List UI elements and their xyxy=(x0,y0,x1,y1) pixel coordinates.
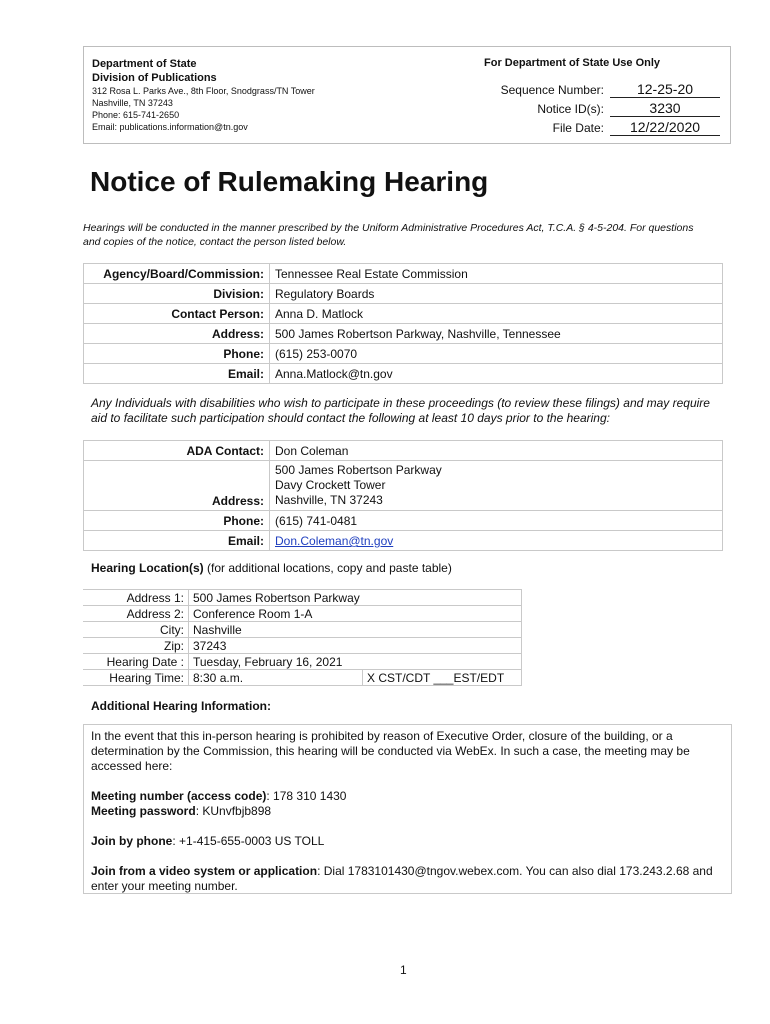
ada-address-line: Nashville, TN 37243 xyxy=(275,493,383,507)
address2-label: Address 2: xyxy=(83,606,189,622)
contact-person-value: Anna D. Matlock xyxy=(270,304,723,324)
ada-phone-value: (615) 741-0481 xyxy=(270,511,723,531)
email-value: Anna.Matlock@tn.gov xyxy=(270,364,723,384)
table-row xyxy=(84,364,723,384)
table-row xyxy=(84,511,723,531)
table-row xyxy=(83,622,522,638)
hearing-location-heading xyxy=(91,561,452,575)
ada-phone-label: Phone: xyxy=(84,511,270,531)
ada-table xyxy=(83,440,723,551)
agency-label: Agency/Board/Commission: xyxy=(84,264,270,284)
disability-notice: Any Individuals with disabilities who wish to participate in these proceedings (to review these filings) and may require aid to facilitate such participation should contact the following at least 10 days prior to the hearing: xyxy=(91,396,710,425)
city-value: Nashville xyxy=(189,622,522,638)
agency-value: Tennessee Real Estate Commission xyxy=(270,264,723,284)
additional-info-box xyxy=(83,724,732,894)
file-date-row xyxy=(474,119,720,136)
meeting-number-value: : 178 310 1430 xyxy=(266,789,347,803)
hearing-location-table xyxy=(83,589,522,686)
webex-intro: In the event that this in-person hearing is prohibited by reason of Executive Order, closure of the building, or a determination by the Commission, this hearing will be conducted via WebEx. In such a case, the meeting may be accessed here: xyxy=(91,729,690,773)
ada-email-label: Email: xyxy=(84,531,270,551)
ada-contact-value: Don Coleman xyxy=(270,441,723,461)
notice-id-value: 3230 xyxy=(610,100,720,117)
table-row xyxy=(83,654,522,670)
page-number: 1 xyxy=(400,963,407,977)
sequence-number-row xyxy=(474,81,720,98)
hearing-location-note: (for additional locations, copy and paste table) xyxy=(203,561,452,575)
join-phone-label: Join by phone xyxy=(91,834,173,848)
table-row xyxy=(84,304,723,324)
division-value: Regulatory Boards xyxy=(270,284,723,304)
ada-email-link[interactable]: Don.Coleman@tn.gov xyxy=(275,534,394,548)
join-by-video xyxy=(91,864,724,894)
address-label: Address: xyxy=(84,324,270,344)
meeting-credentials xyxy=(91,789,724,819)
address1-label: Address 1: xyxy=(83,590,189,606)
header-box xyxy=(83,46,731,144)
ada-address-label: Address: xyxy=(84,461,270,511)
ada-contact-label: ADA Contact: xyxy=(84,441,270,461)
meeting-number-row xyxy=(91,789,346,803)
file-date-value: 12/22/2020 xyxy=(610,119,720,136)
department-city: Nashville, TN 37243 xyxy=(92,98,173,108)
phone-value: (615) 253-0070 xyxy=(270,344,723,364)
table-row xyxy=(83,670,522,686)
hearing-date-value: Tuesday, February 16, 2021 xyxy=(189,654,522,670)
table-row xyxy=(84,461,723,511)
ada-address-line: Davy Crockett Tower xyxy=(275,478,386,492)
address1-value: 500 James Robertson Parkway xyxy=(189,590,522,606)
table-row xyxy=(83,590,522,606)
city-label: City: xyxy=(83,622,189,638)
additional-info-heading: Additional Hearing Information: xyxy=(91,699,271,713)
agency-table xyxy=(83,263,723,384)
address-value: 500 James Robertson Parkway, Nashville, Tennessee xyxy=(270,324,723,344)
timezone-value: X CST/CDT ___EST/EDT xyxy=(363,670,522,686)
ada-email-cell xyxy=(270,531,723,551)
page-title: Notice of Rulemaking Hearing xyxy=(90,166,489,197)
notice-id-label: Notice ID(s): xyxy=(537,102,604,116)
division-label: Division: xyxy=(84,284,270,304)
department-phone: Phone: 615-741-2650 xyxy=(92,110,180,120)
department-info xyxy=(92,57,315,133)
sequence-number-value: 12-25-20 xyxy=(610,81,720,98)
join-video-value: : Dial 1783101430@tngov.webex.com. You can also dial 173.243.2.68 and enter your meeting number. xyxy=(91,864,713,893)
table-row xyxy=(84,264,723,284)
sequence-number-label: Sequence Number: xyxy=(500,83,604,97)
table-row xyxy=(84,441,723,461)
department-email: Email: publications.information@tn.gov xyxy=(92,122,248,132)
meeting-number-label: Meeting number (access code) xyxy=(91,789,267,803)
table-row xyxy=(84,531,723,551)
hearing-time-label: Hearing Time: xyxy=(83,670,189,686)
file-date-label: File Date: xyxy=(552,121,604,135)
table-row xyxy=(84,324,723,344)
table-row xyxy=(83,638,522,654)
zip-label: Zip: xyxy=(83,638,189,654)
phone-label: Phone: xyxy=(84,344,270,364)
join-phone-value: : +1-415-655-0003 US TOLL xyxy=(172,834,325,848)
address2-value: Conference Room 1-A xyxy=(189,606,522,622)
notice-id-row xyxy=(474,100,720,117)
hearing-date-label: Hearing Date : xyxy=(83,654,189,670)
ada-address-value xyxy=(270,461,723,511)
meeting-password-label: Meeting password xyxy=(91,804,196,818)
join-by-phone xyxy=(91,834,724,849)
division-name: Division of Publications xyxy=(92,72,217,84)
table-row xyxy=(84,284,723,304)
table-row xyxy=(83,606,522,622)
use-only-heading: For Department of State Use Only xyxy=(484,57,661,69)
table-row xyxy=(84,344,723,364)
hearing-time-value: 8:30 a.m. xyxy=(189,670,363,686)
join-video-label: Join from a video system or application xyxy=(91,864,318,878)
meeting-password-row xyxy=(91,804,271,818)
zip-value: 37243 xyxy=(189,638,522,654)
meeting-password-value: : KUnvfbjb898 xyxy=(195,804,272,818)
email-label: Email: xyxy=(84,364,270,384)
contact-person-label: Contact Person: xyxy=(84,304,270,324)
hearing-location-label: Hearing Location(s) xyxy=(91,561,204,575)
department-address: 312 Rosa L. Parks Ave., 8th Floor, Snodgrass/TN Tower xyxy=(92,86,315,96)
ada-address-line: 500 James Robertson Parkway xyxy=(275,463,442,477)
department-name: Department of State xyxy=(92,58,197,70)
intro-text: Hearings will be conducted in the manner prescribed by the Uniform Administrative Procedures Act, T.C.A. § 4-5-204. For questions and copies of the notice, contact the person listed below. xyxy=(83,222,694,248)
